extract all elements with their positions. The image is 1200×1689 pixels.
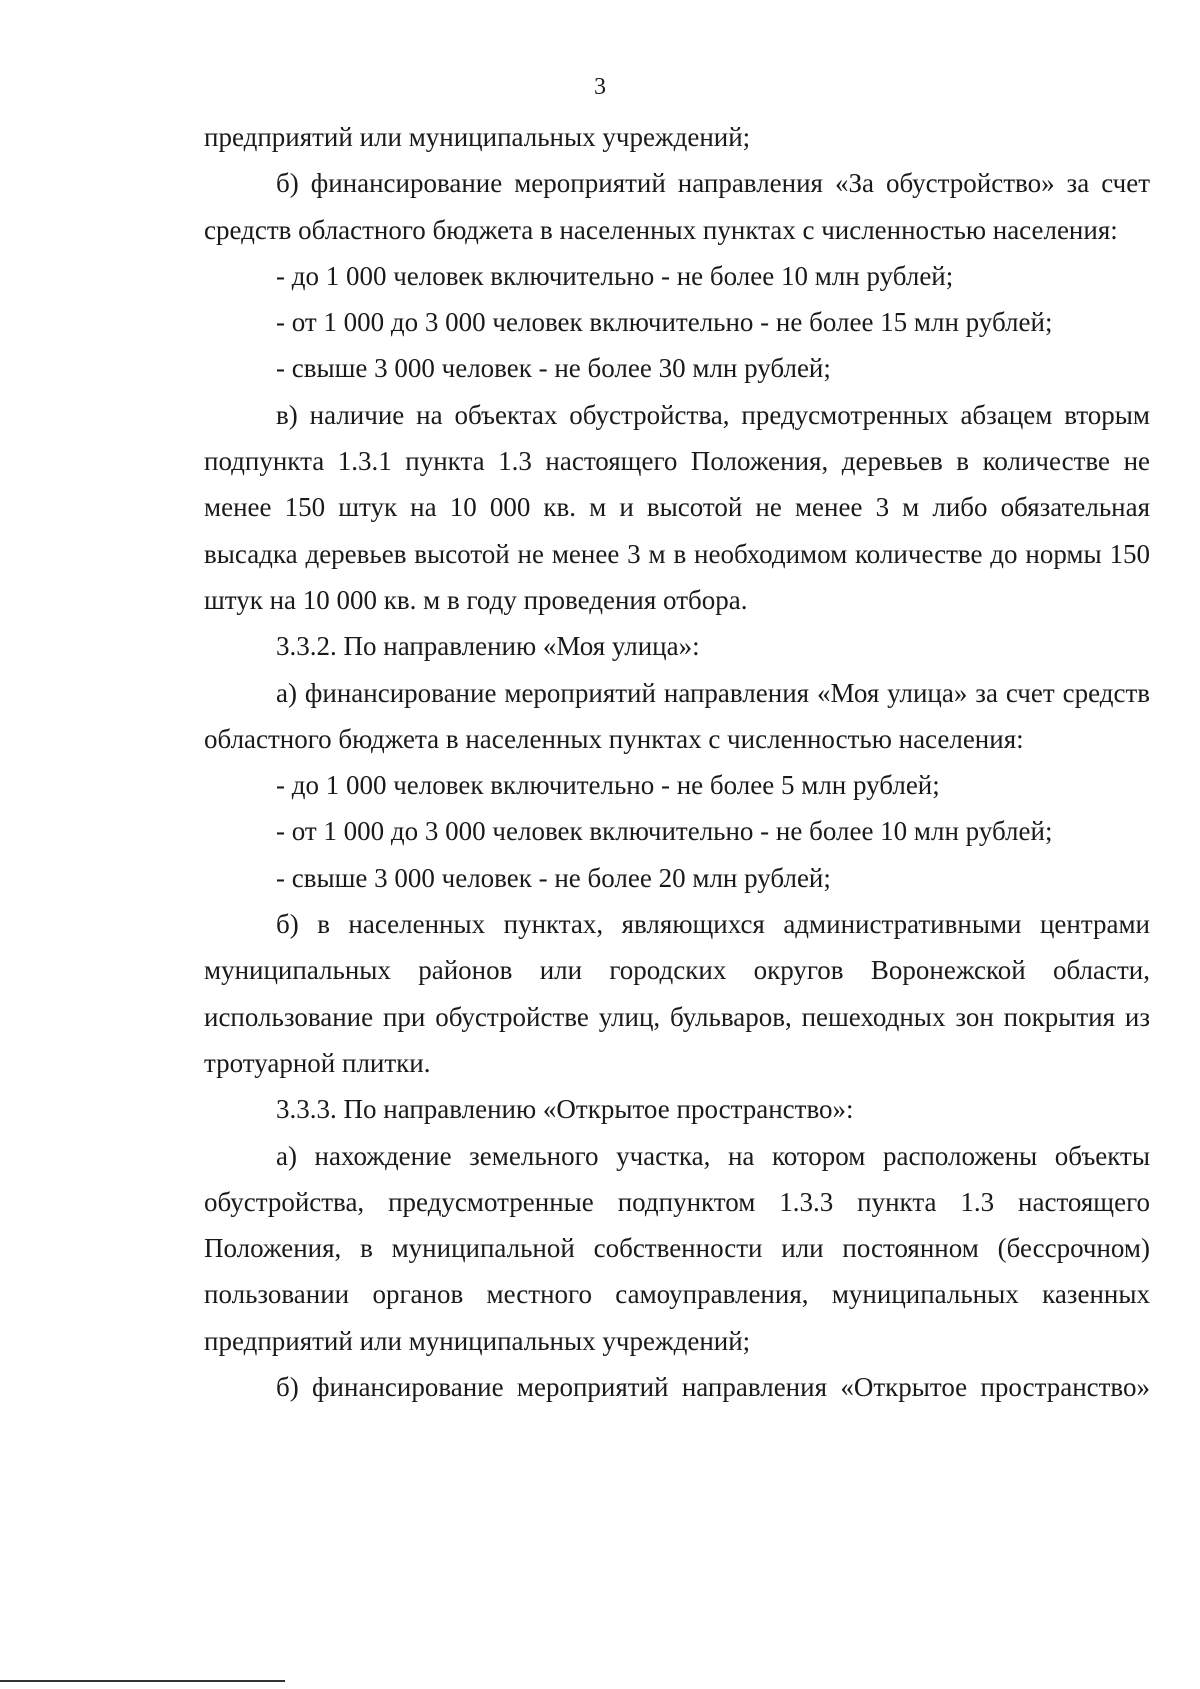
paragraph-14: а) нахождение земельного участка, на котором расположены объекты обустройства, предусмотренные подпунктом 1.3.3 пункта 1.3 настоящего Положения, в муниципальной собственности или постоянном (бессрочном) пользовании органов местного самоуправления, муниципальных казенных предприятий или муниципальных учреждений;	[204, 1140, 1150, 1356]
paragraph-7: 3.3.2. По направлению «Моя улица»:	[276, 631, 700, 662]
paragraph-13: 3.3.3. По направлению «Открытое пространство»:	[276, 1094, 854, 1125]
paragraph-5: - свыше 3 000 человек - не более 30 млн рублей;	[276, 353, 831, 384]
paragraph-11: - свыше 3 000 человек - не более 20 млн рублей;	[276, 862, 831, 893]
document-body	[204, 114, 1150, 1410]
paragraph-2: б) финансирование мероприятий направления «За обустройство» за счет средств областного бюджета в населенных пунктах с численностью населения:	[204, 168, 1150, 245]
paragraph-3: - до 1 000 человек включительно - не более 10 млн рублей;	[276, 260, 954, 291]
page-number: 3	[594, 74, 606, 100]
paragraph-12: б) в населенных пунктах, являющихся административными центрами муниципальных районов или городских округов Воронежской области, использование при обустройстве улиц, бульваров, пешеходных зон покрытия из тротуарной плитки.	[204, 909, 1150, 1078]
paragraph-1: предприятий или муниципальных учреждений;	[204, 122, 751, 152]
paragraph-10: - от 1 000 до 3 000 человек включительно - не более 10 млн рублей;	[276, 816, 1053, 847]
bottom-rule	[0, 1680, 285, 1682]
paragraph-8: а) финансирование мероприятий направления «Моя улица» за счет средств областного бюджета в населенных пунктах с численностью населения:	[204, 677, 1150, 754]
paragraph-4: - от 1 000 до 3 000 человек включительно - не более 15 млн рублей;	[276, 307, 1053, 338]
paragraph-15: б) финансирование мероприятий направления «Открытое пространство»	[276, 1372, 1150, 1403]
paragraph-6: в) наличие на объектах обустройства, предусмотренных абзацем вторым подпункта 1.3.1 пункта 1.3 настоящего Положения, деревьев в количестве не менее 150 штук на 10 000 кв. м и высотой не менее 3 м либо обязательная высадка деревьев высотой не менее 3 м в необходимом количестве до нормы 150 штук на 10 000 кв. м в году проведения отбора.	[204, 399, 1150, 615]
paragraph-9: - до 1 000 человек включительно - не более 5 млн рублей;	[276, 770, 940, 801]
